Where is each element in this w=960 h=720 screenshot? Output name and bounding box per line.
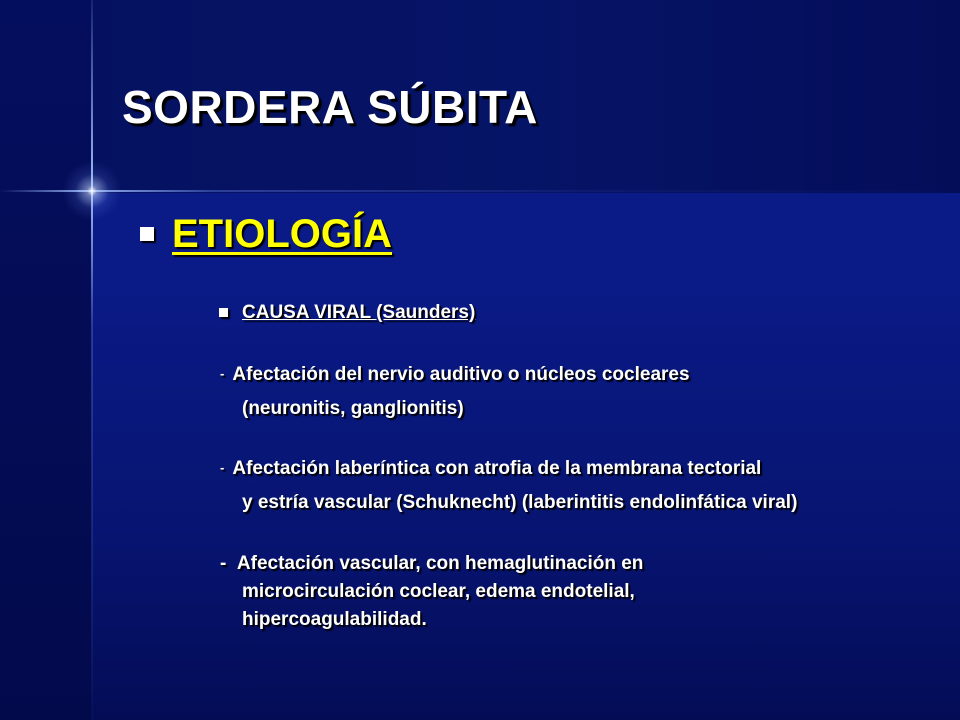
item-3-text: Afectación vascular, con hemaglutinación en [236, 553, 644, 574]
heading-row [140, 212, 392, 257]
dash-bullet: - [220, 553, 227, 574]
dash-bullet: - [220, 460, 225, 475]
item-3-line-1 [220, 553, 643, 575]
square-bullet-icon [219, 308, 228, 317]
slide-title: SORDERA SÚBITA [122, 81, 538, 133]
item-2-text: Afectación laberíntica con atrofia de la membrana tectorial [232, 458, 762, 479]
subheading-row [219, 302, 475, 324]
item-1-line-2: (neuronitis, ganglionitis) [242, 398, 464, 419]
item-2-line-1 [220, 458, 761, 480]
item-1-line-1 [220, 364, 690, 386]
square-bullet-icon [140, 227, 154, 241]
item-3-line-2: microcirculación coclear, edema endotelial, [242, 581, 635, 602]
left-band [0, 0, 92, 720]
section-heading: ETIOLOGÍA [172, 212, 392, 256]
subheading: CAUSA VIRAL (Saunders) [242, 302, 476, 323]
item-3-line-3: hipercoagulabilidad. [242, 609, 427, 630]
horizontal-accent-line [0, 190, 960, 192]
dash-bullet: - [220, 366, 225, 381]
item-1-text: Afectación del nervio auditivo o núcleos cocleares [232, 364, 690, 385]
vertical-accent-line [91, 0, 93, 720]
light-flare [62, 161, 122, 221]
item-2-line-2: y estría vascular (Schuknecht) (laberintitis endolinfática viral) [242, 492, 798, 513]
